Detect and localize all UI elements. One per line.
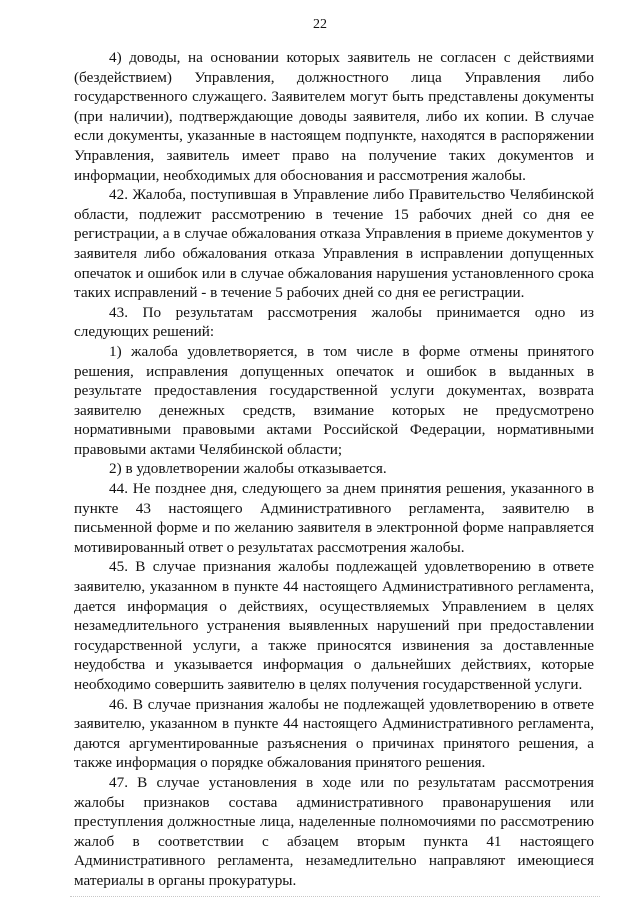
paragraph-43-decisions: 43. По результатам рассмотрения жалобы принимается одно из следующих решений: [74, 303, 594, 341]
page-number: 22 [313, 17, 327, 32]
paragraph-46-rejected: 46. В случае признания жалобы не подлежащей удовлетворению в ответе заявителю, указанном в пункте 44 настоящего Административного регламента, даются аргументированные разъяснения о причинах принятого решения, а также информация о порядке обжалования принятого решения. [74, 695, 594, 772]
paragraph-45-satisfied: 45. В случае признания жалобы подлежащей удовлетворению в ответе заявителю, указанном в пункте 44 настоящего Административного регламента, дается информация о действиях, осуществляемых Управлением в целях незамедлительного устранения выявленных нарушений при предоставлении государственной услуги, а также приносятся извинения за доставленные неудобства и указывается информация о дальнейших действиях, которые необходимо совершить заявителю в целях получения государственной услуги. [74, 558, 594, 693]
paragraph-item-4-arguments: 4) доводы, на основании которых заявитель не согласен с действиями (бездействием) Управления, должностного лица Управления либо государственного служащего. Заявителем могут быть представлены документы (при наличии), подтверждающие доводы заявителя, либо их копии. В случае если документы, указанные в настоящем подпункте, находятся в распоряжении Управления, заявитель имеет право на получение таких документов и информации, необходимых для обоснования и рассмотрения жалобы. [74, 49, 594, 184]
bottom-divider [70, 896, 600, 897]
paragraph-47-prosecution: 47. В случае установления в ходе или по результатам рассмотрения жалобы признаков состава административного правонарушения или преступления должностные лица, наделенные полномочиями по рассмотрению жалоб в соответствии с абзацем вторым пункта 41 настоящего Административного регламента, незамедлительно направляют имеющиеся материалы в органы прокуратуры. [74, 773, 594, 889]
paragraph-44-response: 44. Не позднее дня, следующего за днем принятия решения, указанного в пункте 43 настоящего Административного регламента, заявителю в письменной форме и по желанию заявителя в электронной форме направляется мотивированный ответ о результатах рассмотрения жалобы. [74, 480, 594, 556]
paragraph-42-review-period: 42. Жалоба, поступившая в Управление либо Правительство Челябинской области, подлежит рассмотрению в течение 15 рабочих дней со дня ее регистрации, а в случае обжалования отказа Управления в приеме документов у заявителя либо обжалования отказа Управления в исправлении допущенных опечаток и ошибок или в случае обжалования нарушения установленного срока таких исправлений - в течение 5 рабочих дней со дня ее регистрации. [74, 186, 594, 302]
document-body [74, 48, 594, 891]
paragraph-43-decision-1: 1) жалоба удовлетворяется, в том числе в форме отмены принятого решения, исправления допущенных опечаток и ошибок в выданных в результате предоставления государственной услуги документах, возврата заявителю денежных средств, взимание которых не предусмотрено нормативными правовыми актами Российской Федерации, нормативными правовыми актами Челябинской области; [74, 342, 594, 458]
paragraph-43-decision-2: 2) в удовлетворении жалобы отказывается. [109, 460, 387, 478]
